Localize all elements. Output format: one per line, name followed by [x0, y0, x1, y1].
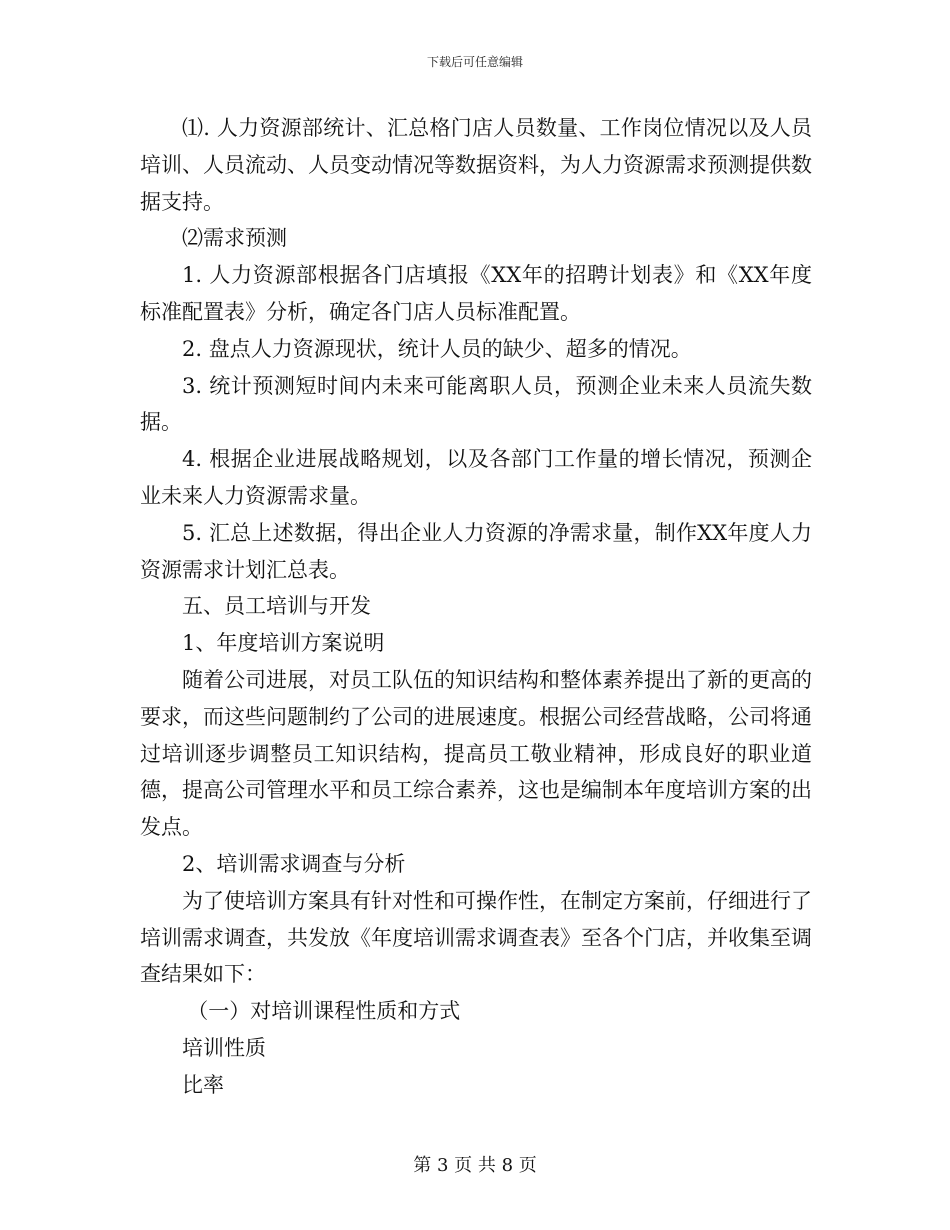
page-header: 下载后可任意编辑	[426, 55, 523, 69]
paragraph-data-collection: ⑴. 人力资源部统计、汇总格门店人员数量、工作岗位情况以及人员培训、人员流动、人员变动情况等数据资料，为人力资源需求预测提供数据支持。	[140, 116, 812, 214]
list-item-5: 5. 汇总上述数据，得出企业人力资源的净需求量，制作XX年度人力资源需求计划汇总表。	[140, 520, 812, 582]
list-item-2: 2. 盘点人力资源现状，统计人员的缺少、超多的情况。	[182, 336, 692, 361]
paragraph-annual-plan: 随着公司进展，对员工队伍的知识结构和整体素养提出了新的更高的要求，而这些问题制约了公司的进展速度。根据公司经营战略，公司将通过培训逐步调整员工知识结构，提高员工敬业精神，形成良好的职业道德，提高公司管理水平和员工综合素养，这也是编制本年度培训方案的出发点。	[140, 667, 812, 840]
paragraph-needs-survey: 为了使培训方案具有针对性和可操作性，在制定方案前，仔细进行了培训需求调查，共发放《年度培训需求调查表》至各个门店，并收集至调查结果如下：	[140, 888, 812, 987]
table-label-ratio: 比率	[182, 1072, 224, 1097]
subheading-course-nature: （一）对培训课程性质和方式	[187, 999, 461, 1024]
document-body	[140, 110, 812, 1104]
table-label-training-nature: 培训性质	[182, 1035, 266, 1060]
list-item-4: 4. 根据企业进展战略规划，以及各部门工作量的增长情况，预测企业未来人力资源需求量。	[140, 447, 812, 508]
page-number: 第 3 页 共 8 页	[413, 1155, 537, 1176]
list-item-1: 1. 人力资源部根据各门店填报《XX年的招聘计划表》和《XX年度标准配置表》分析，确定各门店人员标准配置。	[140, 263, 812, 324]
subsection-heading-annual-plan: 1、年度培训方案说明	[182, 631, 385, 656]
subheading-demand-forecast: ⑵需求预测	[182, 226, 287, 251]
section-heading-training: 五、员工培训与开发	[182, 594, 371, 619]
subsection-heading-needs-survey: 2、培训需求调查与分析	[182, 851, 406, 876]
list-item-3: 3. 统计预测短时间内未来可能离职人员，预测企业未来人员流失数据。	[140, 373, 812, 435]
